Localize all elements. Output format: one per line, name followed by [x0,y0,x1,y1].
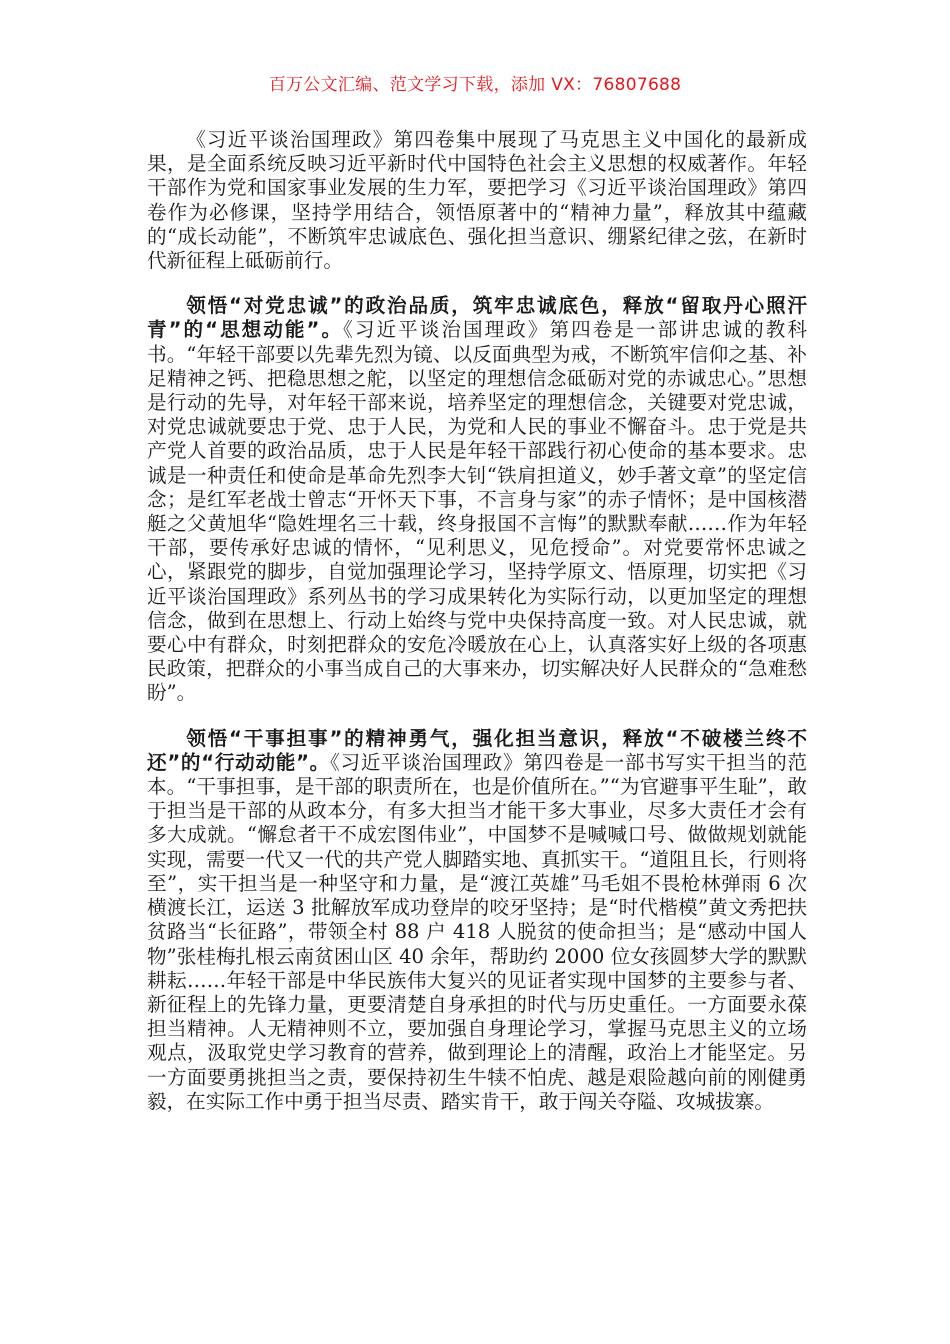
section-paragraph-loyalty [147,294,807,705]
paragraph-text: 《习近平谈治国理政》第四卷集中展现了马克思主义中国化的最新成果，是全面系统反映习近平新时代中国特色社会主义思想的权威著作。年轻干部作为党和国家事业发展的生力军，要把学习《习近平谈治国理政》第四卷作为必修课，坚持学用结合，领悟原著中的“精神力量”，释放其中蕴藏的“成长动能”，不断筑牢忠诚底色、强化担当意识、绷紧纪律之弦，在新时代新征程上砥砺前行。 [147,128,807,273]
paragraph-lead: 领悟“干事担事”的精神勇气，强化担当意识，释放“不破楼兰终不还”的“行动动能”。 [147,726,807,774]
header-banner: 百万公文汇编、范文学习下载，添加 VX：76807688 [268,75,682,95]
paragraph-lead: 领悟“对党忠诚”的政治品质，筑牢忠诚底色，释放“留取丹心照汗青”的“思想动能”。 [147,294,807,342]
paragraph-text: 《习近平谈治国理政》第四卷是一部讲忠诚的教科书。“年轻干部要以先辈先烈为镜、以反面典型为戒，不断筑牢信仰之基、补足精神之钙、把稳思想之舵，以坚定的理想信念砥砺对党的赤诚忠心。”思想是行动的先导，对年轻干部来说，培养坚定的理想信念，关键要对党忠诚，对党忠诚就要忠于党、忠于人民，为党和人民的事业不懈奋斗。忠于党是共产党人首要的政治品质，忠于人民是年轻干部践行初心使命的基本要求。忠诚是一种责任和使命是革命先烈李大钊“铁肩担道义，妙手著文章”的坚定信念；是红军老战士曾志“开怀天下事，不言身与家”的赤子情怀；是中国核潜艇之父黄旭华“隐姓埋名三十载，终身报国不言悔”的默默奉献……作为年轻干部，要传承好忠诚的情怀，“见利思义，见危授命”。对党要常怀忠诚之心，紧跟党的脚步，自觉加强理论学习，坚持学原文、悟原理，切实把《习近平谈治国理政》系列丛书的学习成果转化为实际行动，以更加坚定的理想信念，做到在思想上、行动上始终与党中央保持高度一致。对人民忠诚，就要心中有群众，时刻把群众的安危冷暖放在心上，认真落实好上级的各项惠民政策，把群众的小事当成自己的大事来办，切实解决好人民群众的“急难愁盼”。 [147,318,807,705]
section-paragraph-responsibility [147,727,807,1114]
document-body [147,128,807,1135]
intro-paragraph [147,128,807,273]
paragraph-text: 《习近平谈治国理政》第四卷是一部书写实干担当的范本。“干事担事，是干部的职责所在，也是价值所在。”“为官避事平生耻”，敢于担当是干部的从政本分，有多大担当才能干多大事业，尽多大责任才会有多大成就。“懈怠者干不成宏图伟业”，中国梦不是喊喊口号、做做规划就能实现，需要一代又一代的共产党人脚踏实地、真抓实干。“道阻且长，行则将至”，实干担当是一种坚守和力量，是“渡江英雄”马毛姐不畏枪林弹雨 6 次横渡长江，运送 3 批解放军成功登岸的咬牙坚持；是“时代楷模”黄文秀把扶贫路当“长征路”，带领全村 88 户 418 人脱贫的使命担当；是“感动中国人物”张桂梅扎根云南贫困山区 40 余年，帮助约 2000 位女孩圆梦大学的默默耕耘……年轻干部是中华民族伟大复兴的见证者实现中国梦的主要参与者、新征程上的先锋力量，更要清楚自身承担的时代与历史重任。一方面要永葆担当精神。人无精神则不立，要加强自身理论学习，掌握马克思主义的立场观点，汲取党史学习教育的营养，做到理论上的清醒，政治上才能坚定。另一方面要勇挑担当之责，要保持初生牛犊不怕虎、越是艰险越向前的刚健勇毅，在实际工作中勇于担当尽责、踏实肯干，敢于闯关夺隘、攻城拔寨。 [147,750,808,1113]
